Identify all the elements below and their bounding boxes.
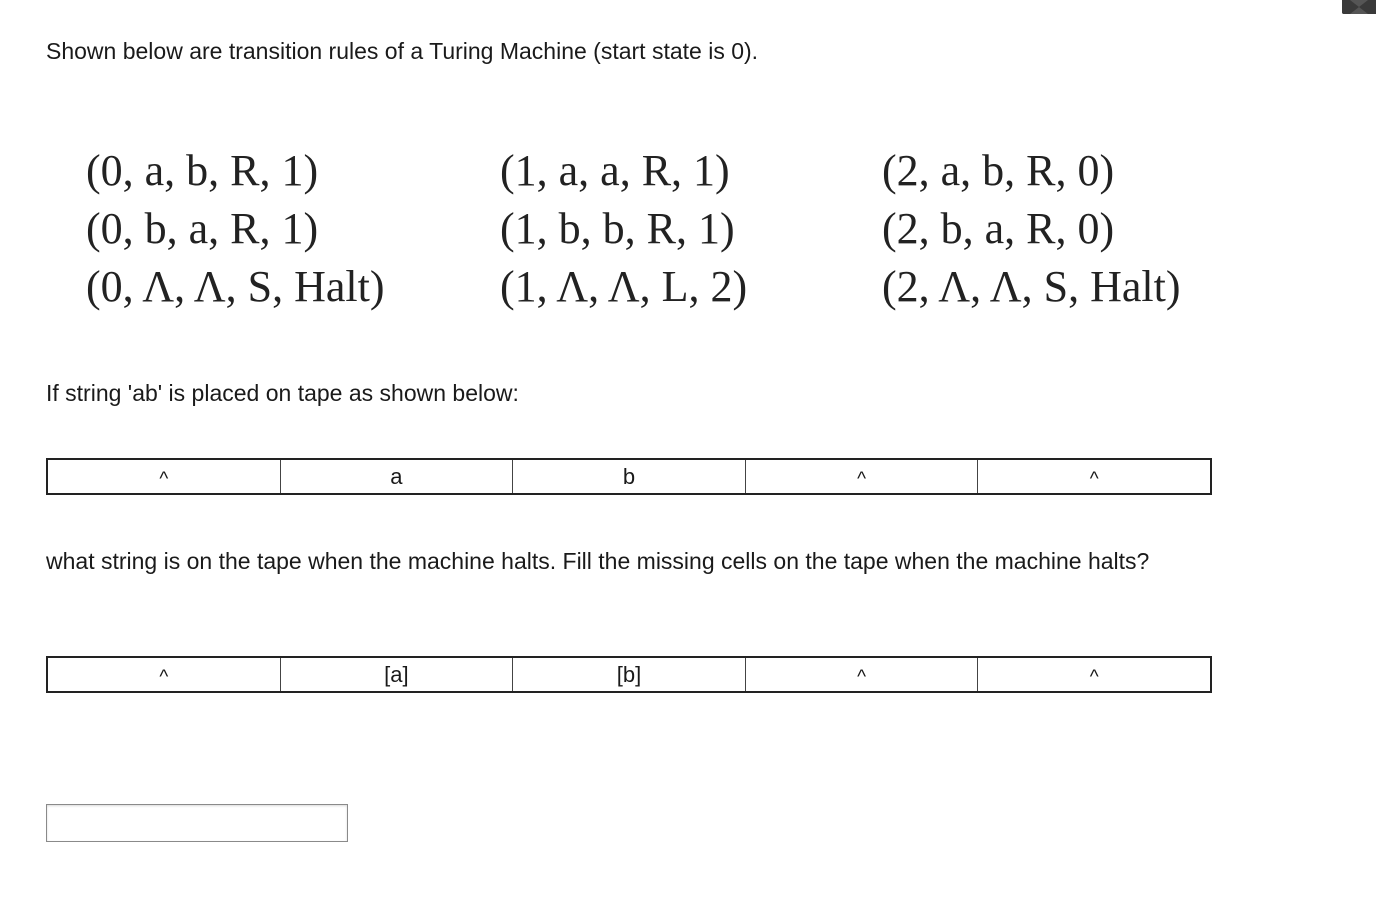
tape-initial (46, 458, 1212, 495)
tape-cell: ^ (746, 658, 979, 691)
tape-cell: ^ (1089, 468, 1099, 490)
rule: (2, Λ, Λ, S, Halt) (882, 262, 1181, 311)
rule: (0, a, b, R, 1) (86, 146, 319, 195)
tape-cell: b (513, 460, 746, 493)
question-text: what string is on the tape when the machine halts. Fill the missing cells on the tape when the machine halts? (46, 548, 1150, 574)
close-icon[interactable] (1342, 0, 1376, 14)
rule: (1, Λ, Λ, L, 2) (500, 262, 748, 311)
tape-cell: ^ (48, 658, 281, 691)
rule: (1, a, a, R, 1) (500, 146, 730, 195)
tape-cell: a (281, 460, 514, 493)
rules-column-state-1 (500, 142, 747, 316)
tape-cell-answer-slot-2[interactable]: [b] (513, 658, 746, 691)
answer-input[interactable] (46, 804, 348, 842)
rules-column-state-2 (882, 142, 1180, 316)
tape-intro-text: If string 'ab' is placed on tape as shown below: (46, 380, 519, 406)
rule: (2, b, a, R, 0) (882, 204, 1115, 253)
rule: (2, a, b, R, 0) (882, 146, 1115, 195)
tape-cell: ^ (746, 460, 979, 493)
transition-rules (86, 142, 1266, 322)
tape-final (46, 656, 1212, 693)
tape-cell: ^ (1089, 666, 1099, 688)
tape-cell: ^ (48, 460, 281, 493)
rule: (1, b, b, R, 1) (500, 204, 735, 253)
rules-column-state-0 (86, 142, 384, 316)
tape-cell-answer-slot-1[interactable]: [a] (281, 658, 514, 691)
rule: (0, b, a, R, 1) (86, 204, 319, 253)
intro-text: Shown below are transition rules of a Turing Machine (start state is 0). (46, 38, 759, 64)
rule: (0, Λ, Λ, S, Halt) (86, 262, 385, 311)
